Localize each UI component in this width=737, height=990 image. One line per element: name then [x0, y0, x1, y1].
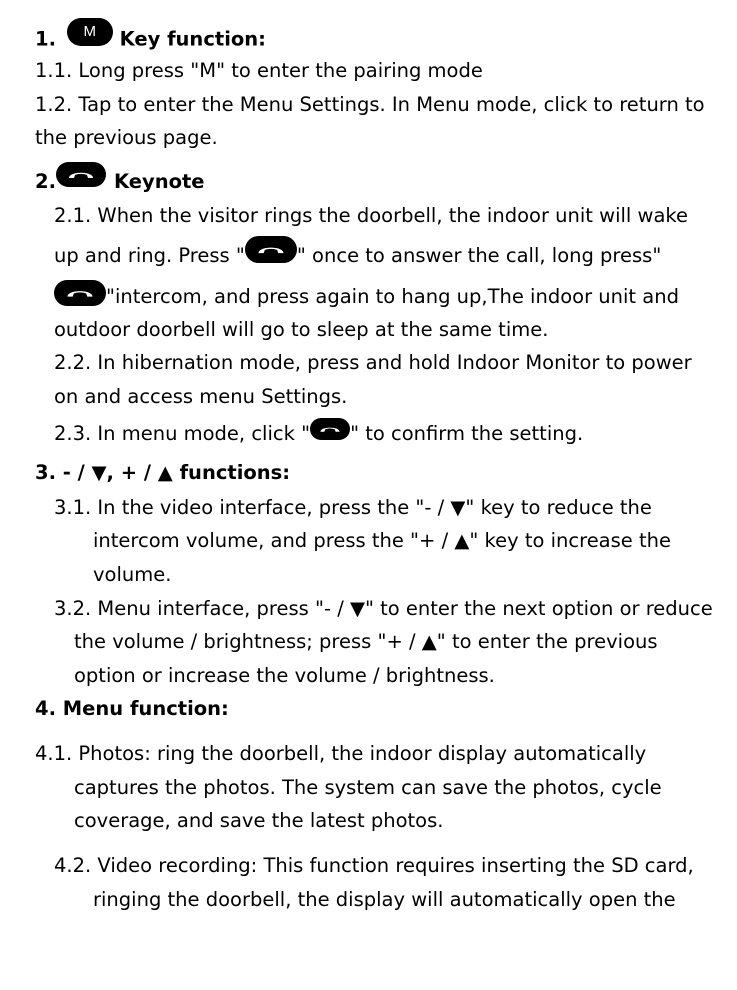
line-3-2: 3.2. Menu interface, press "- / ▼" to enter the next option or reduce	[54, 597, 713, 620]
line-3-1-b: intercom volume, and press the "+ / ▲" key to increase the	[93, 529, 671, 552]
line-3-2-c: option or increase the volume / brightness.	[74, 664, 495, 687]
line-2-3-text-b: " to confirm the setting.	[350, 422, 584, 445]
phone-handset-icon	[310, 418, 350, 440]
line-2-1: 2.1. When the visitor rings the doorbell, the indoor unit will wake	[54, 204, 689, 227]
line-2-3-text-a: 2.3. In menu mode, click "	[54, 422, 311, 445]
line-4-1: 4.1. Photos: ring the doorbell, the indoor display automatically	[35, 742, 647, 765]
phone-handset-icon	[54, 280, 106, 306]
line-4-1-c: coverage, and save the latest photos.	[74, 809, 444, 832]
line-2-1-d: outdoor doorbell will go to sleep at the same time.	[54, 318, 549, 341]
line-2-2: 2.2. In hibernation mode, press and hold Indoor Monitor to power	[54, 351, 692, 374]
line-3-2-b: the volume / brightness; press "+ / ▲" to enter the previous	[74, 630, 658, 653]
section-1-title: Key function:	[119, 27, 266, 51]
section-4-heading: 4. Menu function:	[35, 697, 229, 720]
section-3-heading: 3. - / ▼, + / ▲ functions:	[35, 461, 291, 484]
line-2-1-b-text-b: " once to answer the call, long press"	[296, 244, 662, 267]
line-1-2-cont: the previous page.	[35, 126, 218, 149]
line-2-3	[54, 421, 583, 447]
section-1-number: 1.	[35, 27, 56, 51]
line-4-2-b: ringing the doorbell, the display will automatically open the	[93, 888, 676, 911]
line-4-2: 4.2. Video recording: This function requires inserting the SD card,	[54, 854, 694, 877]
line-4-1-b: captures the photos. The system can save the photos, cycle	[74, 776, 662, 799]
line-1-1: 1.1. Long press "M" to enter the pairing mode	[35, 59, 483, 82]
line-2-1-b-text-a: up and ring. Press "	[54, 244, 245, 267]
line-2-1-b	[54, 243, 661, 270]
line-2-1-c-text: "intercom, and press again to hang up,The indoor unit and	[106, 285, 679, 308]
line-2-1-c	[54, 284, 679, 311]
line-1-2: 1.2. Tap to enter the Menu Settings. In Menu mode, click to return to	[35, 93, 705, 116]
phone-handset-icon	[56, 162, 106, 187]
phone-handset-icon	[245, 236, 297, 263]
m-key-icon: M	[67, 18, 113, 46]
line-2-2-b: on and access menu Settings.	[54, 385, 348, 408]
line-3-1: 3.1. In the video interface, press the "- / ▼" key to reduce the	[54, 496, 652, 519]
section-2-number: 2.	[35, 170, 56, 193]
section-2-title: Keynote	[113, 170, 205, 193]
line-3-1-c: volume.	[93, 563, 172, 586]
section-1-heading	[35, 23, 266, 54]
section-2-heading	[35, 169, 205, 195]
